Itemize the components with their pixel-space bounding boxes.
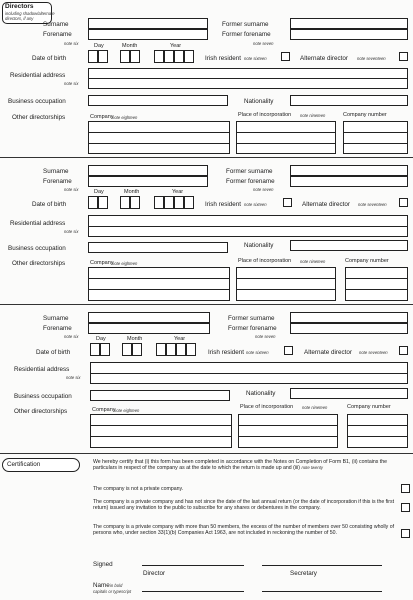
directorships-company-table[interactable] <box>88 121 230 154</box>
other-directorships-label: Other directorships <box>14 408 68 415</box>
directorships-number-table[interactable] <box>343 121 408 154</box>
place-of-incorporation-label: Place of incorporation <box>240 404 294 410</box>
surname-input[interactable] <box>88 312 210 323</box>
surname-label: Surname <box>43 315 69 322</box>
private-over-50-members-checkbox[interactable] <box>401 529 410 538</box>
other-directorships-label: Other directorships <box>12 260 66 267</box>
private-no-invitation-text: The company is a private company and has not since the date of the last annual return (or the date of incorporation if this is the first return) issued any invitation to the public to subscribe for any shares or debentures in the company. <box>93 499 395 512</box>
director-name-field[interactable] <box>142 582 244 592</box>
former-surname-input[interactable] <box>290 18 408 29</box>
note-nineteen: note nineteen <box>300 259 326 264</box>
directorships-company-table[interactable] <box>90 414 232 448</box>
dob-year-digit-3[interactable] <box>174 50 184 63</box>
nationality-label: Nationality <box>244 98 274 105</box>
divider-2 <box>0 304 413 305</box>
note-sixteen: note sixteen <box>244 56 267 61</box>
dob-day-digit-1[interactable] <box>88 196 98 209</box>
former-forename-input[interactable] <box>290 323 408 334</box>
dob-year-digit-1[interactable] <box>154 50 164 63</box>
dob-day-digit-2[interactable] <box>98 50 108 63</box>
note-seventeen: note seventeen <box>359 350 388 355</box>
other-directorships-label: Other directorships <box>12 114 66 121</box>
note-eighteen: note eighteen <box>114 408 140 413</box>
company-col-label: Company <box>92 407 116 413</box>
alternate-director-checkbox[interactable] <box>399 52 408 61</box>
day-label: Day <box>94 189 104 195</box>
year-label: Year <box>172 189 184 195</box>
note-six: note six <box>64 187 79 192</box>
dob-day-digit-1[interactable] <box>90 343 100 356</box>
director-signature-field[interactable] <box>142 556 244 566</box>
former-forename-label: Former forename <box>226 178 275 185</box>
note-eighteen: note eighteen <box>112 261 138 266</box>
nationality-label: Nationality <box>246 390 276 397</box>
note-twenty: note twenty <box>301 465 323 471</box>
former-forename-input[interactable] <box>290 176 408 187</box>
certification-statement <box>93 459 399 471</box>
dob-year-digit-4[interactable] <box>184 50 194 63</box>
former-forename-label: Former forename <box>222 31 271 38</box>
company-number-label: Company number <box>347 404 391 410</box>
residential-address-label: Residential address <box>10 220 66 227</box>
forename-input[interactable] <box>88 323 210 334</box>
address-note-six: note six <box>64 229 79 234</box>
business-occupation-label: Business occupation <box>14 393 72 400</box>
directorships-place-table[interactable] <box>236 267 336 301</box>
directorships-company-table[interactable] <box>88 267 230 301</box>
dob-year-digit-2[interactable] <box>166 343 176 356</box>
note-seventeen: note seventeen <box>358 202 387 207</box>
business-occupation-label: Business occupation <box>8 98 66 105</box>
year-label: Year <box>170 43 182 49</box>
note-seventeen: note seventeen <box>357 56 386 61</box>
residential-address-input[interactable] <box>88 215 408 237</box>
dob-year-digit-4[interactable] <box>186 343 196 356</box>
not-private-company-text: The company is not a private company. <box>93 486 184 492</box>
dob-month-digit-1[interactable] <box>122 343 132 356</box>
not-private-company-checkbox[interactable] <box>401 484 410 493</box>
dob-year-digit-3[interactable] <box>174 196 184 209</box>
date-of-birth-label: Date of birth <box>32 55 67 62</box>
former-forename-label: Former forename <box>228 325 277 332</box>
address-note-six: note six <box>66 375 81 380</box>
forename-label: Forename <box>43 31 72 38</box>
note-nineteen: note nineteen <box>300 113 326 118</box>
directors-subtitle-1: including shadow/alternate <box>5 11 55 16</box>
divider-1 <box>0 157 413 158</box>
directors-subtitle-2: directors, if any <box>5 16 34 21</box>
former-surname-label: Former surname <box>228 315 275 322</box>
alternate-director-checkbox[interactable] <box>399 198 408 207</box>
former-surname-label: Former surname <box>226 168 273 175</box>
dob-year-digit-1[interactable] <box>156 343 166 356</box>
residential-address-input[interactable] <box>88 68 408 89</box>
directorships-place-table[interactable] <box>238 414 338 448</box>
divider-3 <box>0 453 413 454</box>
secretary-signature-field[interactable] <box>262 556 382 566</box>
place-of-incorporation-label: Place of incorporation <box>238 112 292 118</box>
date-of-birth-label: Date of birth <box>32 201 67 208</box>
irish-resident-label: Irish resident <box>205 55 242 62</box>
place-of-incorporation-label: Place of incorporation <box>238 258 292 264</box>
day-label: Day <box>96 336 106 342</box>
month-label: Month <box>124 189 140 195</box>
company-col-label: Company <box>90 260 114 266</box>
note-sixteen: note sixteen <box>244 202 267 207</box>
dob-year-digit-2[interactable] <box>164 196 174 209</box>
directorships-place-table[interactable] <box>236 121 336 154</box>
company-number-label: Company number <box>345 258 389 264</box>
surname-label: Surname <box>43 168 69 175</box>
dob-month-digit-1[interactable] <box>120 50 130 63</box>
nationality-label: Nationality <box>244 242 274 249</box>
dob-day-digit-1[interactable] <box>88 50 98 63</box>
company-col-label: Company <box>90 114 114 120</box>
dob-month-digit-2[interactable] <box>130 196 140 209</box>
note-eighteen: note eighteen <box>112 115 138 120</box>
name-in-bold-note: in bold <box>110 583 123 588</box>
business-occupation-input[interactable] <box>90 390 230 401</box>
note-nineteen: note nineteen <box>302 405 328 410</box>
business-occupation-input[interactable] <box>88 242 228 253</box>
note-seven: note seven <box>255 334 276 339</box>
forename-label: Forename <box>43 178 72 185</box>
forename-label: Forename <box>43 325 72 332</box>
date-of-birth-label: Date of birth <box>36 349 71 356</box>
dob-month-digit-2[interactable] <box>132 343 142 356</box>
irish-resident-checkbox[interactable] <box>284 346 293 355</box>
irish-resident-checkbox[interactable] <box>283 198 292 207</box>
directorships-number-table[interactable] <box>347 414 408 448</box>
dob-year-digit-1[interactable] <box>154 196 164 209</box>
surname-label: Surname <box>43 21 69 28</box>
nationality-input[interactable] <box>290 240 408 251</box>
address-note-six: note six <box>64 81 79 86</box>
month-label: Month <box>122 43 138 49</box>
note-seven: note seven <box>253 187 274 192</box>
surname-input[interactable] <box>88 18 208 29</box>
note-sixteen: note sixteen <box>246 350 269 355</box>
dob-month-digit-1[interactable] <box>120 196 130 209</box>
former-forename-input[interactable] <box>290 29 408 40</box>
note-six: note six <box>64 334 79 339</box>
secretary-label: Secretary <box>290 570 317 577</box>
former-surname-input[interactable] <box>290 165 408 176</box>
irish-resident-label: Irish resident <box>208 349 245 356</box>
private-over-50-members-text: The company is a private company with more than 50 members, the excess of the number of members over 50 consisting wholly of persons who, under section 33(1)(b) Companies Act 1963, are not included in reckoning the number of 50. <box>93 524 395 537</box>
dob-day-digit-2[interactable] <box>100 343 110 356</box>
private-no-invitation-checkbox[interactable] <box>401 503 410 512</box>
day-label: Day <box>94 43 104 49</box>
alternate-director-label: Alternate director <box>302 201 350 208</box>
surname-input[interactable] <box>88 165 208 176</box>
alternate-director-label: Alternate director <box>300 55 348 62</box>
secretary-name-field[interactable] <box>262 582 382 592</box>
alternate-director-checkbox[interactable] <box>399 346 408 355</box>
dob-year-digit-4[interactable] <box>184 196 194 209</box>
directorships-number-table[interactable] <box>345 267 408 301</box>
name-capitals-note: capitals or typescript <box>93 589 132 594</box>
signed-label: Signed <box>93 561 113 568</box>
nationality-input[interactable] <box>290 95 408 106</box>
certification-title: Certification <box>7 461 41 468</box>
directors-title: Directors <box>5 3 34 10</box>
year-label: Year <box>174 336 186 342</box>
certification-statement-text: We hereby certify that (i) this form has been completed in accordance with the Notes on Completion of Form B1, (ii) contains the particulars in respect of the company as at the date to which the return is made up and (iii) <box>93 459 387 472</box>
alternate-director-label: Alternate director <box>304 349 352 356</box>
name-label: Name <box>93 582 110 589</box>
nationality-input[interactable] <box>290 388 408 399</box>
dob-year-digit-2[interactable] <box>164 50 174 63</box>
month-label: Month <box>127 336 143 342</box>
note-seven: note seven <box>253 41 274 46</box>
business-occupation-label: Business occupation <box>8 245 66 252</box>
residential-address-label: Residential address <box>14 366 70 373</box>
irish-resident-label: Irish resident <box>205 201 242 208</box>
dob-day-digit-2[interactable] <box>98 196 108 209</box>
business-occupation-input[interactable] <box>88 95 228 106</box>
former-surname-input[interactable] <box>290 312 408 323</box>
director-label: Director <box>143 570 166 577</box>
company-number-label: Company number <box>343 112 387 118</box>
forename-input[interactable] <box>88 29 208 40</box>
former-surname-label: Former surname <box>222 21 269 28</box>
note-six: note six <box>64 41 79 46</box>
dob-month-digit-2[interactable] <box>130 50 140 63</box>
dob-year-digit-3[interactable] <box>176 343 186 356</box>
residential-address-input[interactable] <box>90 362 408 384</box>
irish-resident-checkbox[interactable] <box>281 52 290 61</box>
residential-address-label: Residential address <box>10 72 66 79</box>
forename-input[interactable] <box>88 176 208 187</box>
